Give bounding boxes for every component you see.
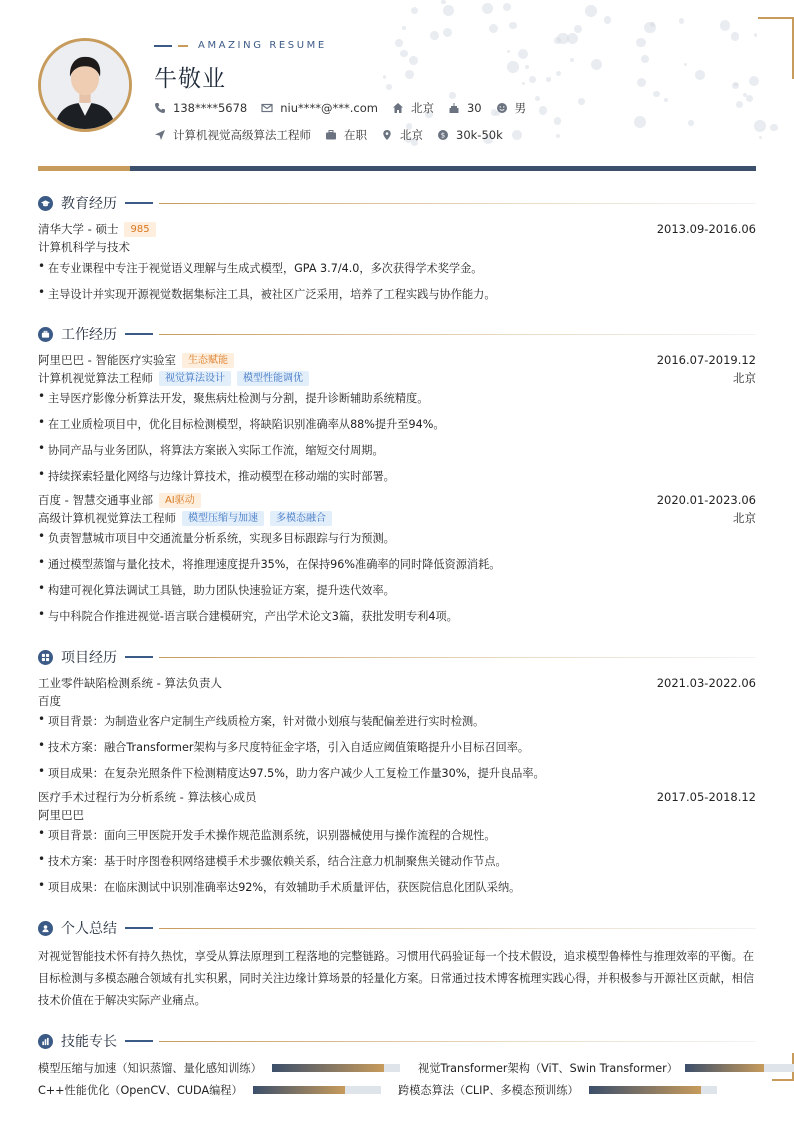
work-role [38, 370, 756, 386]
coin-icon [437, 129, 449, 141]
section-title-text: 个人总结 [61, 921, 117, 937]
school-name: 清华大学 - 硕士 [38, 222, 119, 236]
decorative-dot [509, 22, 517, 30]
section-title-line [159, 928, 756, 929]
section-title-bar [125, 1040, 153, 1042]
project-org-name: 阿里巴巴 [38, 808, 84, 822]
briefcase-icon [325, 129, 337, 141]
company-name: 阿里巴巴 - 智能医疗实验室 [38, 353, 176, 367]
work-bullet: • 持续探索轻量化网络与边缘计算技术，推动模型在移动端的实时部署。 [38, 468, 756, 484]
decorative-dot [503, 3, 511, 11]
project-header [38, 789, 756, 805]
work-bullet: • 与中科院合作推进视觉-语言联合建模研究，产出学术论文3篇，获批发明专利4项。 [38, 608, 756, 624]
skill-item [38, 1060, 400, 1076]
section-summary-title [38, 918, 756, 938]
project-title: 医疗手术过程行为分析系统 - 算法核心成员 [38, 790, 257, 804]
status-value: 在职 [344, 128, 367, 142]
project-bullet: • 项目背景：为制造业客户定制生产线质检方案，针对微小划痕与装配偏差进行实时检测。 [38, 713, 756, 729]
work-bullet: • 协同产品与业务团队，将算法方案嵌入实际工作流，缩短交付周期。 [38, 442, 756, 458]
avatar [38, 38, 132, 132]
work-location: 北京 [733, 511, 756, 525]
education-bullet: • 主导设计并实现开源视觉数据集标注工具，被社区广泛采用，培养了工程实践与协作能力。 [38, 286, 756, 302]
decorative-dot [604, 16, 611, 23]
briefcase-icon [38, 327, 53, 342]
work-header [38, 352, 756, 368]
decorative-dot [679, 18, 684, 23]
section-title-line [159, 203, 756, 204]
skill-bar-fill [685, 1064, 763, 1072]
bar-chart-icon [38, 1034, 53, 1049]
section-title-text: 教育经历 [61, 196, 117, 212]
position-item [154, 127, 311, 143]
education-period: 2013.09-2016.06 [656, 222, 756, 236]
section-education-title [38, 193, 756, 213]
project-title: 工业零件缺陷检测系统 - 算法负责人 [38, 676, 222, 690]
decorative-dot [585, 5, 597, 17]
company-tag: AI驱动 [159, 493, 201, 508]
skill-name: C++性能优化（OpenCV、CUDA编程） [38, 1084, 243, 1097]
send-icon [154, 129, 166, 141]
graduation-cap-icon [38, 196, 53, 211]
svg-text:$: $ [440, 131, 446, 140]
company-name: 百度 - 智慧交通事业部 [38, 493, 153, 507]
skill-bar-fill [589, 1086, 702, 1094]
section-skills-title [38, 1031, 756, 1051]
role-tag: 模型性能调优 [237, 371, 309, 386]
divider-gold-segment [38, 166, 130, 171]
position-value: 计算机视觉高级算法工程师 [173, 128, 311, 142]
city-item [392, 100, 434, 116]
skill-name: 模型压缩与加速（知识蒸馏、量化感知训练） [38, 1062, 262, 1075]
project-period: 2021.03-2022.06 [656, 676, 756, 690]
work-bullet: • 主导医疗影像分析算法开发，聚焦病灶检测与分割，提升诊断辅助系统精度。 [38, 390, 756, 406]
education-bullet: • 在专业课程中专注于视觉语义理解与生成式模型，GPA 3.7/4.0，多次获得学术奖学金。 [38, 260, 756, 276]
mail-icon [261, 102, 273, 114]
school-tag: 985 [124, 222, 155, 237]
section-title-line [159, 1041, 756, 1042]
email-value: niu****@***.com [280, 101, 378, 115]
avatar-photo [41, 41, 129, 129]
user-icon [38, 921, 53, 936]
home-icon [392, 102, 404, 114]
candidate-name: 牛敬业 [154, 66, 226, 92]
contact-row [154, 100, 540, 116]
project-period: 2017.05-2018.12 [656, 790, 756, 804]
section-title-bar [125, 656, 153, 658]
project-bullet: • 项目背景：面向三甲医院开发手术操作规范监测系统，识别器械使用与操作流程的合规性。 [38, 827, 756, 843]
education-header [38, 221, 756, 237]
skill-bar [272, 1064, 400, 1072]
grid-icon [38, 650, 53, 665]
skill-item [418, 1060, 794, 1076]
age-value: 30 [466, 101, 482, 115]
project-org-name: 百度 [38, 694, 61, 708]
cake-icon [448, 102, 460, 114]
section-title-text: 项目经历 [61, 650, 117, 666]
age-item [448, 101, 482, 115]
decorative-dot [574, 25, 582, 33]
salary-item [437, 128, 503, 142]
salary-value: 30k-50k [456, 128, 503, 142]
status-item [325, 127, 367, 143]
work-bullet: • 通过模型蒸馏与量化技术，将推理速度提升35%，在保持96%准确率的同时降低资源消耗。 [38, 556, 756, 572]
divider-navy-segment [130, 166, 756, 171]
section-projects-title [38, 647, 756, 667]
decorative-dot [443, 5, 453, 15]
section-title-text: 工作经历 [61, 327, 117, 343]
project-bullet: • 项目成果：在临床测试中识别准确率达92%，有效辅助手术质量评估，获医院信息化团队采纳。 [38, 879, 756, 895]
role-name: 计算机视觉算法工程师 [38, 371, 153, 385]
location-pin-icon [381, 129, 393, 141]
role-name: 高级计算机视觉算法工程师 [38, 511, 176, 525]
work-bullet: • 在工业质检项目中，优化目标检测模型，将缺陷识别准确率从88%提升至94%。 [38, 416, 756, 432]
work-bullet: • 负责智慧城市项目中交通流量分析系统，实现多目标跟踪与行为预测。 [38, 530, 756, 546]
tagline-bar-navy [154, 45, 172, 47]
major-name: 计算机科学与技术 [38, 240, 130, 254]
decorative-dot [759, 136, 762, 139]
section-work-title [38, 324, 756, 344]
work-period: 2016.07-2019.12 [656, 353, 756, 367]
section-title-line [159, 334, 756, 335]
education-major [38, 239, 756, 255]
resume-header [38, 36, 758, 166]
section-title-bar [125, 927, 153, 929]
job-intent-row [154, 127, 517, 143]
gender-value: 男 [514, 101, 527, 115]
phone-item [154, 101, 247, 115]
phone-value: 138****5678 [173, 101, 248, 115]
target-city-item [381, 127, 423, 143]
tagline-bar-gold [178, 45, 188, 47]
skill-name: 视觉Transformer架构（ViT、Swin Transformer） [418, 1062, 678, 1075]
target-city-value: 北京 [400, 128, 423, 142]
work-bullet: • 构建可视化算法调试工具链，助力团队快速验证方案，提升迭代效率。 [38, 582, 756, 598]
gender-item [496, 100, 527, 116]
project-org [38, 693, 756, 709]
skill-name: 跨模态算法（CLIP、多模态预训练） [398, 1084, 579, 1097]
decorative-dot [482, 3, 493, 14]
role-tag: 模型压缩与加速 [182, 511, 264, 526]
project-org [38, 807, 756, 823]
corner-decoration-top [758, 17, 794, 79]
work-header [38, 492, 756, 508]
summary-text: 对视觉智能技术怀有持久热忱，享受从算法原理到工程落地的完整链路。习惯用代码验证每一个技术假设，追求模型鲁棒性与推理效率的平衡。在目标检测与多模态融合领域有扎实积累，同时关注边缘计算场景的轻量化方案。日常通过技术博客梳理实践心得，并积极参与开源社区贡献，相信技术价值在于解决实际产业痛点。 [38, 950, 755, 1007]
company-tag: 生态赋能 [182, 353, 234, 368]
project-bullet: • 技术方案：基于时序图卷积网络建模手术步骤依赖关系，结合注意力机制聚焦关键动作节点。 [38, 853, 756, 869]
decorative-dot [411, 7, 418, 14]
section-title-bar [125, 333, 153, 335]
role-tag: 视觉算法设计 [159, 371, 231, 386]
skill-bar [589, 1086, 717, 1094]
decorative-dot [720, 20, 730, 30]
decorative-dot [441, 0, 445, 4]
decorative-dot [489, 24, 498, 33]
skill-item [398, 1082, 717, 1098]
phone-icon [154, 102, 166, 114]
skill-item [38, 1082, 381, 1098]
resume-tagline [154, 40, 327, 51]
skill-bar-fill [253, 1086, 345, 1094]
header-divider [38, 166, 756, 171]
skill-bar [685, 1064, 794, 1072]
work-location: 北京 [733, 371, 756, 385]
section-title-bar [125, 202, 153, 204]
city-value: 北京 [410, 101, 434, 115]
tagline-text: AMAZING RESUME [198, 40, 327, 51]
project-bullet: • 项目成果：在复杂光照条件下检测精度达97.5%，助力客户减少人工复检工作量30%，提升良品率。 [38, 765, 756, 781]
smiley-icon [496, 102, 508, 114]
project-header [38, 675, 756, 691]
skill-bar-fill [272, 1064, 385, 1072]
decorative-dot [770, 124, 777, 131]
decorative-dot [402, 26, 406, 30]
email-item [261, 101, 378, 115]
section-title-text: 技能专长 [61, 1034, 117, 1050]
work-period: 2020.01-2023.06 [656, 493, 756, 507]
role-tag: 多模态融合 [270, 511, 332, 526]
project-bullet: • 技术方案：融合Transformer架构与多尺度特征金字塔，引入自适应阈值策略提升小目标召回率。 [38, 739, 756, 755]
work-role [38, 510, 756, 526]
skill-bar [253, 1086, 381, 1094]
section-title-line [159, 657, 756, 658]
decorative-dot [644, 22, 656, 34]
